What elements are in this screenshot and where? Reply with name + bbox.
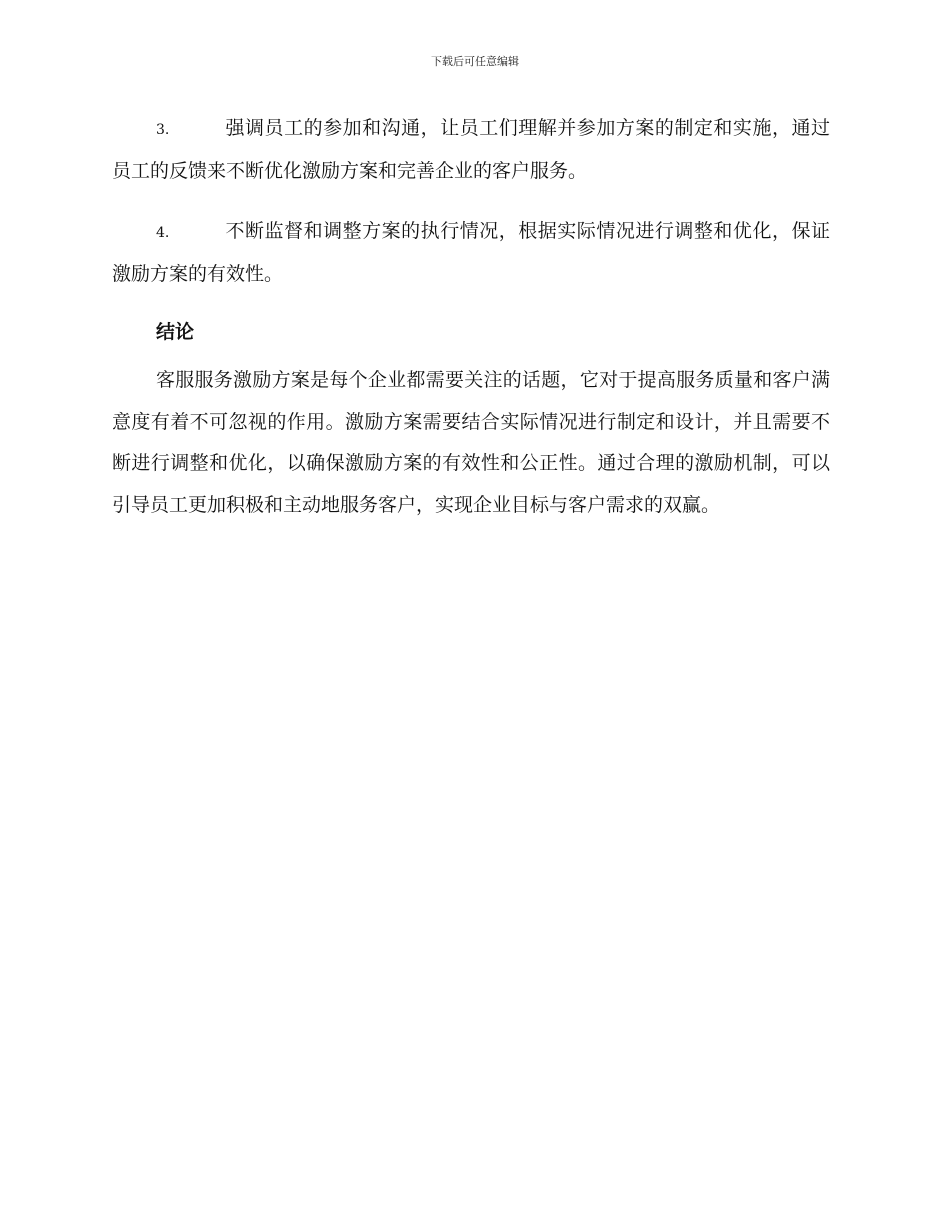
conclusion-heading: 结论 [156,321,195,343]
list-item-4 [112,211,830,295]
list-number: 4. [156,225,170,241]
conclusion-paragraph: 客服服务激励方案是每个企业都需要关注的话题，它对于提高服务质量和客户满意度有着不可忽视的作用。激励方案需要结合实际情况进行制定和设计，并且需要不断进行调整和优化，以确保激励方案的有效性和公正性。通过合理的激励机制，可以引导员工更加积极和主动地服务客户，实现企业目标与客户需求的双赢。 [112,369,830,516]
list-item-text: 不断监督和调整方案的执行情况，根据实际情况进行调整和优化，保证激励方案的有效性。 [112,220,830,285]
list-item-text: 强调员工的参加和沟通，让员工们理解并参加方案的制定和实施，通过员工的反馈来不断优化激励方案和完善企业的客户服务。 [112,117,830,182]
header-note: 下载后可任意编辑 [431,55,519,68]
list-item-3 [112,108,830,192]
list-number: 3. [156,122,170,138]
document-body [112,108,830,526]
